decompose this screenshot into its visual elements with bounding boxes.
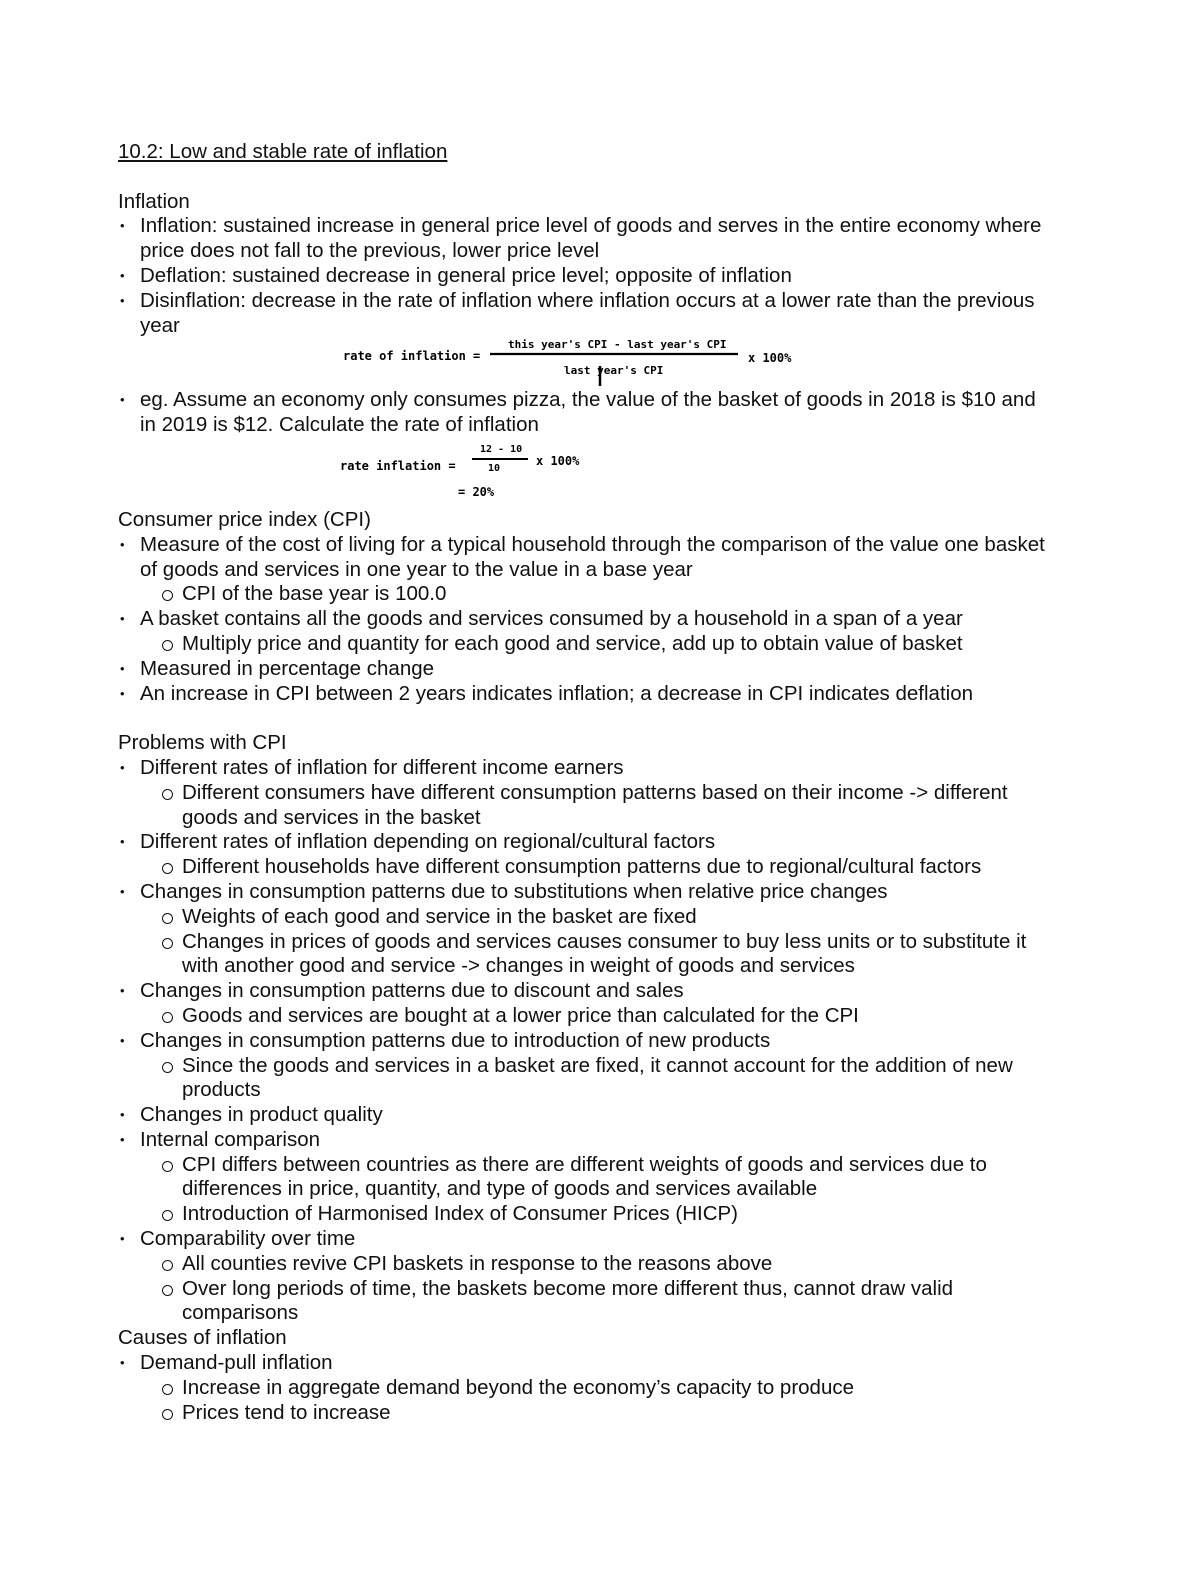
subbullet-problem: Different consumers have different consumption patterns based on their income -> different: [118, 781, 1078, 806]
subbullet-problem: CPI differs between countries as there are different weights of goods and services due to: [118, 1153, 1078, 1178]
handwritten-formula-rate-of-inflation: [118, 338, 1078, 388]
bullet-cpi-measure-cont: of goods and services in one year to the value in a base year: [140, 557, 693, 581]
formula2-denominator: 10: [488, 462, 501, 474]
formula1-lhs: rate of inflation =: [343, 349, 481, 364]
page-title: 10.2: Low and stable rate of inflation: [118, 140, 448, 163]
document-page: [118, 140, 1078, 1425]
formula-drawing: [118, 338, 1078, 388]
bullet-cpi-measure: • Measure of the cost of living for a typical household through the comparison of the value one basket: [118, 533, 1078, 558]
bullet-problem: • Changes in consumption patterns due to introduction of new products: [118, 1029, 1078, 1054]
bullet-problem: • Changes in consumption patterns due to substitutions when relative price changes: [118, 880, 1078, 905]
subbullet-problem: Weights of each good and service in the basket are fixed: [118, 905, 1078, 930]
subbullet-problem: Introduction of Harmonised Index of Consumer Prices (HICP): [118, 1202, 1078, 1227]
bullet-disinflation: • Disinflation: decrease in the rate of inflation where inflation occurs at a lower rate than the previous: [118, 289, 1078, 314]
section-heading-inflation: Inflation: [118, 189, 190, 213]
subbullet-problem-cont: differences in price, quantity, and type of goods and services available: [182, 1177, 818, 1201]
formula2-numerator: 12 - 10: [480, 443, 523, 455]
bullet-problem: • Different rates of inflation for different income earners: [118, 756, 1078, 781]
subbullet-problem: Goods and services are bought at a lower price than calculated for the CPI: [118, 1004, 1078, 1029]
handwritten-formula-example: [118, 438, 1078, 508]
formula1-rhs: x 100%: [748, 351, 792, 366]
bullet-problem: • Comparability over time: [118, 1227, 1078, 1252]
subbullet-problem-cont: goods and services in the basket: [182, 805, 481, 829]
subbullet-problem: Since the goods and services in a basket are fixed, it cannot account for the addition of new: [118, 1054, 1078, 1079]
formula1-denominator: last year's CPI: [564, 364, 664, 378]
bullet-inflation: • Inflation: sustained increase in general price level of goods and serves in the entire economy where: [118, 214, 1078, 239]
subbullet-problem: All counties revive CPI baskets in response to the reasons above: [118, 1252, 1078, 1277]
subbullet-problem-cont: comparisons: [182, 1301, 299, 1325]
bullet-cpi-basket: • A basket contains all the goods and services consumed by a household in a span of a year: [118, 607, 1078, 632]
bullet-example-cont: in 2019 is $12. Calculate the rate of inflation: [140, 413, 539, 437]
subbullet-cause: Increase in aggregate demand beyond the economy’s capacity to produce: [118, 1376, 1078, 1401]
subbullet-problem: Changes in prices of goods and services causes consumer to buy less units or to substitute it: [118, 930, 1078, 955]
formula2-drawing: [118, 438, 1078, 508]
section-heading-problems: Problems with CPI: [118, 731, 287, 755]
subbullet-cpi-base: CPI of the base year is 100.0: [118, 582, 1078, 607]
bullet-example: • eg. Assume an economy only consumes pizza, the value of the basket of goods in 2018 is $10 and: [118, 388, 1078, 413]
bullet-disinflation-cont: year: [140, 313, 180, 337]
section-heading-causes: Causes of inflation: [118, 1326, 287, 1350]
formula1-numerator: this year's CPI - last year's CPI: [508, 338, 727, 352]
bullet-cause: • Demand-pull inflation: [118, 1351, 1078, 1376]
section-heading-cpi: Consumer price index (CPI): [118, 507, 371, 531]
formula2-lhs: rate inflation =: [340, 458, 456, 473]
bullet-problem: • Changes in product quality: [118, 1103, 1078, 1128]
bullet-problem: • Internal comparison: [118, 1128, 1078, 1153]
formula2-result: = 20%: [458, 484, 495, 499]
subbullet-problem: Different households have different consumption patterns due to regional/cultural factors: [118, 855, 1078, 880]
bullet-deflation: • Deflation: sustained decrease in general price level; opposite of inflation: [118, 264, 1078, 289]
bullet-inflation-cont: price does not fall to the previous, lower price level: [140, 239, 600, 263]
bullet-cpi-percentage: • Measured in percentage change: [118, 657, 1078, 682]
bullet-problem: • Changes in consumption patterns due to discount and sales: [118, 979, 1078, 1004]
subbullet-problem: Over long periods of time, the baskets become more different thus, cannot draw valid: [118, 1277, 1078, 1302]
subbullet-problem-cont: with another good and service -> changes in weight of goods and services: [182, 954, 855, 978]
subbullet-cpi-multiply: Multiply price and quantity for each good and service, add up to obtain value of basket: [118, 632, 1078, 657]
subbullet-problem-cont: products: [182, 1078, 261, 1102]
formula2-rhs: x 100%: [536, 453, 580, 468]
bullet-problem: • Different rates of inflation depending on regional/cultural factors: [118, 830, 1078, 855]
bullet-cpi-increase: • An increase in CPI between 2 years indicates inflation; a decrease in CPI indicates deflation: [118, 682, 1078, 707]
subbullet-cause: Prices tend to increase: [118, 1401, 1078, 1426]
